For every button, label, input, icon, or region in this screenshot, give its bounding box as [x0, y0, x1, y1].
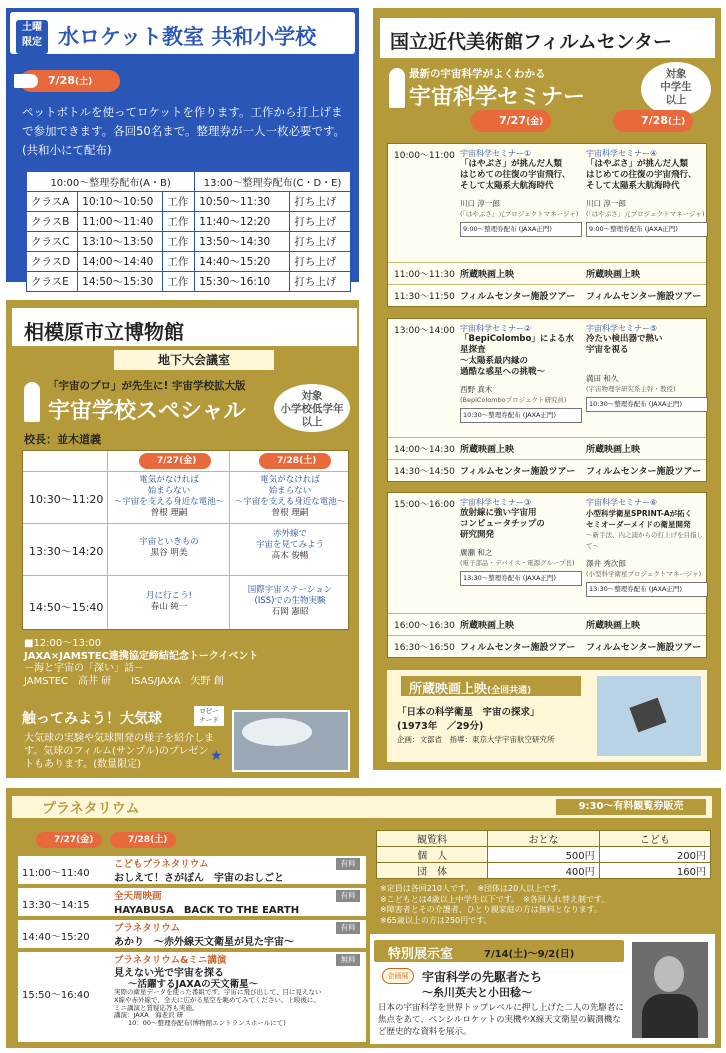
cell-line: 電気がなければ: [260, 475, 320, 485]
cell: 14:50～15:30: [78, 272, 163, 292]
time-label: 11:00～11:30: [394, 270, 455, 280]
cell-line: 黒谷 明美: [150, 548, 188, 558]
date-badge: [36, 832, 102, 848]
program-category: こどもプラネタリウム: [114, 859, 209, 870]
note-line: ※こどもとは4歳以上中学生以下です。 ※各回入れ替え制です。: [380, 894, 610, 904]
seminar-cell: [460, 148, 582, 237]
cell: 15:30～16:10: [195, 272, 290, 292]
seminar-title: 過酷な惑星への挑戦～: [460, 367, 546, 377]
desc-line: 講演：JAXA 海老沢 研: [114, 1011, 184, 1020]
program-title: おしえて！さがぼん 宇宙のおしごと: [114, 873, 284, 884]
cell-line: ～宇宙を支える身近な電池～: [234, 497, 346, 507]
cell: 個 人: [377, 847, 488, 863]
cell: クラスE: [27, 272, 78, 292]
time-label: 15:00～16:00: [394, 500, 455, 510]
table-row: [27, 232, 351, 252]
badge-line2: 限定: [22, 37, 42, 48]
activity: フィルムセンター施設ツアー: [460, 292, 576, 302]
collection-title: [401, 676, 581, 696]
cell: 打ち上げ: [290, 272, 351, 292]
exhibition-title: 特別展示室: [388, 947, 454, 962]
activity: 所蔵映画上映: [460, 621, 515, 631]
lecture-cell: [109, 537, 229, 559]
desc-line: 10：00～整理券配布(博物館エントランスホールにて): [128, 1019, 286, 1028]
badge-line1: 土曜: [22, 22, 42, 33]
seminar-title: そして太陽系大航海時代: [460, 181, 554, 191]
fee-header-row: [377, 831, 711, 847]
desc-line: 実際の衛星データを使った番組です。宇宙に飛び出して、目に見えない: [114, 988, 322, 996]
activity: 所蔵映画上映: [460, 270, 515, 280]
balloon-shape: [242, 718, 312, 746]
grid-line: [23, 523, 348, 524]
cell: 団 体: [377, 863, 488, 879]
desc-line: X線や赤外線で、全天に広がる星空を眺めてみてください。上映後に、: [114, 995, 320, 1004]
cell-line: (ISS)での生物実験: [254, 596, 326, 606]
program-title: 見えない光で宇宙を探る: [114, 968, 224, 979]
fee-tag: 有料: [336, 890, 360, 902]
fee-table: [376, 830, 711, 879]
target-line: 小学校低学年: [280, 403, 344, 415]
date-dow: (土): [299, 456, 317, 466]
seminar-title: 「はやぶさ」が挑んだ人類: [460, 159, 563, 169]
screening-row: [388, 613, 706, 635]
satellite-image: [597, 676, 701, 756]
seminar-title: セミオーダーメイドの衛星開発: [586, 520, 691, 529]
location-tag: [194, 706, 224, 726]
seminar-row: [388, 144, 706, 256]
ticket-info: 13:30～整理券配布 (JAXA正門): [586, 582, 708, 597]
principal: 校長：並木道義: [24, 433, 101, 446]
cell: クラスA: [27, 192, 78, 212]
time-label: 13:30～14:15: [22, 900, 90, 911]
time-label: 16:00～16:30: [394, 621, 455, 631]
seminar-title: はじめての往復の宇宙飛行、: [586, 170, 697, 180]
seminar-cell: [460, 323, 582, 423]
target-badge: [274, 384, 350, 432]
cell: 10:50～11:30: [195, 192, 290, 212]
panel-title: 相模原市立博物館: [12, 308, 357, 346]
seminar-number: 宇宙科学セミナー④: [586, 149, 658, 158]
balloon-photo: [232, 710, 350, 772]
lecture-cell: [109, 591, 229, 613]
target-line: 以上: [665, 94, 687, 106]
desc-line: ミニ講演と質疑応答も実施。: [114, 1003, 199, 1012]
sagamihara-museum-panel: [6, 300, 359, 778]
speaker: 満田 和久: [586, 374, 619, 383]
cell: クラスC: [27, 232, 78, 252]
grid-line: [229, 451, 230, 629]
lecture-cell: [231, 475, 349, 519]
panel-title: プラネタリウム: [42, 801, 140, 817]
satellite-shape: [629, 698, 666, 733]
ticket-info: 13:30～整理券配布 (JAXA正門): [460, 571, 582, 586]
header-cell: 13:00～整理券配布(C・D・E): [195, 172, 351, 192]
film-title: 「日本の科学衛星 宇宙の探求」: [397, 707, 540, 718]
time-label: 14:00～14:30: [394, 445, 455, 455]
ticket-info: 10:30～整理券配布 (JAXA正門): [586, 397, 708, 412]
collection-title-text: 所蔵映画上映: [409, 682, 488, 697]
room-label: 地下大会議室: [114, 350, 274, 370]
activity: 所蔵映画上映: [460, 445, 515, 455]
seminar-row: [388, 319, 706, 431]
seminar-cell: [460, 497, 582, 586]
speaker: 澤井 秀次郎: [586, 559, 626, 568]
collection-subtitle: (全回共通): [487, 686, 532, 696]
portrait-face: [654, 956, 684, 992]
cell: 500円: [488, 847, 599, 863]
cell: 13:10～13:50: [78, 232, 163, 252]
cell: 打ち上げ: [290, 212, 351, 232]
fee-row: [377, 863, 711, 879]
program-description: [114, 989, 360, 1028]
note-line: ※定員は各回210人です。 ※団体は20人以上です。: [380, 884, 566, 893]
cell: こども: [599, 831, 710, 847]
time-label: 15:50～16:40: [22, 990, 90, 1001]
seminar-number: 宇宙科学セミナー⑤: [586, 324, 658, 333]
date-badge: [613, 110, 693, 132]
speaker-role: (小型科学衛星プロジェクトマネージャ): [586, 570, 702, 578]
event-line: －海と宇宙の「深い」話－: [24, 663, 144, 674]
tour-row: [388, 459, 706, 481]
cell-line: 宇宙といきもの: [139, 537, 199, 547]
time-label: 14:50～15:40: [29, 601, 104, 614]
seminar-title: ～太陽系最内縁の: [460, 356, 529, 366]
date-badge: [471, 110, 551, 132]
ticket-info: 9:00～整理券配布 (JAXA正門): [460, 222, 582, 237]
cell: 工作: [163, 212, 195, 232]
time-label: 13:00～14:00: [394, 326, 455, 336]
cell-line: 赤外線で: [272, 529, 307, 539]
collection-screening: [387, 670, 707, 762]
date-text: 7/28: [641, 114, 668, 127]
seminar-block: [387, 143, 707, 307]
time-label: 11:30～11:50: [394, 292, 455, 302]
grid-line: [107, 451, 108, 629]
seminar-block: [387, 318, 707, 482]
seminar-cell: [586, 323, 708, 412]
lecture-cell: [109, 475, 229, 519]
program-row: [18, 920, 366, 948]
speaker: 川口 淳一郎: [460, 199, 500, 208]
seminar-title: そして太陽系大航海時代: [586, 181, 680, 191]
date-dow: (金): [76, 835, 94, 845]
cell: 11:40～12:20: [195, 212, 290, 232]
rocket-icon: [14, 74, 38, 88]
activity: フィルムセンター施設ツアー: [460, 467, 576, 477]
star-icon: ★: [210, 748, 223, 764]
cell: 打ち上げ: [290, 192, 351, 212]
cell: 11:00～11:40: [78, 212, 163, 232]
date-text: 7/27: [157, 456, 180, 466]
target-line: 対象: [301, 390, 323, 402]
fee-row: [377, 847, 711, 863]
speaker-role: (電子部品・デバイス・電源グループ長): [460, 559, 575, 567]
date-text: 7/27: [54, 835, 77, 845]
panel-title: 国立近代美術館フィルムセンター: [380, 18, 715, 58]
film-center-panel: [373, 8, 721, 770]
cell: クラスD: [27, 252, 78, 272]
seminar-number: 宇宙科学セミナー①: [460, 149, 532, 158]
seminar-number: 宇宙科学セミナー⑥: [586, 498, 658, 507]
table-row: [27, 192, 351, 212]
program-category: プラネタリウム&ミニ講演: [114, 955, 227, 966]
description: ペットボトルを使ってロケットを作ります。工作から打上げまで参加できます。各回50名まで。整理券が一人一枚必要です。(共和小にて配布): [22, 105, 346, 157]
event-line: JAXA×JAMSTEC連携協定締結記念トークイベント: [24, 650, 259, 662]
lecture-grid: [22, 450, 349, 630]
activity: フィルムセンター施設ツアー: [586, 643, 702, 653]
date-dow: (金): [525, 117, 544, 127]
seminar-cell: [586, 148, 708, 237]
table-row: [27, 272, 351, 292]
speaker: 西野 真木: [460, 385, 493, 394]
target-badge: [641, 62, 711, 116]
exhibition-description: 日本の宇宙科学を世界トップレベルに押し上げた二人の先駆者に焦点をあて、ペンシルロケットの実機やX線天文衛星の観測機など歴史的な資料を展示。: [378, 1003, 624, 1037]
cell-line: 国際宇宙ステーション: [247, 585, 333, 595]
seminar-title: 宇宙を視る: [586, 345, 629, 355]
speaker-role: (宇宙物理学研究系主幹・教授): [586, 385, 676, 393]
cell-line: 始まらない: [268, 486, 312, 496]
date-dow: (土): [74, 77, 93, 87]
ticket-info: 9:00～整理券配布 (JAXA正門): [586, 222, 708, 237]
lead-text: 「宇宙のプロ」が先生に! 宇宙学校拡大版: [48, 380, 246, 392]
activity: フィルムセンター施設ツアー: [586, 292, 702, 302]
table-row: [27, 252, 351, 272]
seminar-title: 放射線に強い宇宙用: [460, 508, 537, 518]
date-text: 7/27: [499, 114, 526, 127]
program-row: [18, 952, 366, 1042]
seminar-title: 研究開発: [460, 530, 495, 540]
date-badge: [139, 453, 211, 469]
activity: 所蔵映画上映: [586, 270, 641, 280]
cell: 観覧料: [377, 831, 488, 847]
title-bar: [374, 940, 624, 962]
cell: クラスB: [27, 212, 78, 232]
cell-line: 曽根 理嗣: [271, 508, 309, 518]
date-text: 7/28: [128, 835, 151, 845]
cell: 14:40～15:20: [195, 252, 290, 272]
exhibition-date: 7/14(土)～9/2(日): [484, 949, 575, 960]
activity: 所蔵映画上映: [586, 445, 641, 455]
time-label: 13:30～14:20: [29, 545, 104, 558]
table-row: [27, 212, 351, 232]
portrait-photo: [632, 942, 708, 1038]
program-title: あかり ～赤外線天文衛星が見た宇宙～: [114, 937, 294, 948]
speaker-role: (BepiColomboプロジェクト研究員): [460, 396, 567, 404]
screening-row: [388, 262, 706, 284]
event-line: ■12:00～13:00: [24, 638, 102, 649]
speaker: 廣瀬 和之: [460, 548, 493, 557]
program-subtitle: ～活躍するJAXAの天文衛星～: [128, 979, 259, 990]
seminar-number: 宇宙科学セミナー③: [460, 498, 532, 507]
event-line: JAMSTEC 高井 研 ISAS/JAXA 矢野 創: [24, 675, 224, 687]
film-year: (1973年 ／29分): [397, 721, 484, 732]
grid-line: [23, 471, 348, 472]
target-line: 中学生: [660, 81, 692, 93]
cell: 400円: [488, 863, 599, 879]
exhibition-subtitle: ～糸川英夫と小田稔～: [422, 986, 532, 999]
tag-line: ロビー: [199, 707, 219, 715]
speaker-role: (「はやぶさ」元プロジェクトマネージャ): [460, 210, 579, 218]
cell: 工作: [163, 252, 195, 272]
balloon-description: 大気球の実験や気球開発の様子を紹介します。気球のフィルム(サンプル)のプレゼントもあります。(数量限定): [24, 733, 214, 770]
ticket-info: 10:30～整理券配布 (JAXA正門): [460, 408, 582, 423]
fee-notes: [380, 884, 715, 926]
lecture-cell: [231, 585, 349, 618]
activity: フィルムセンター施設ツアー: [460, 643, 576, 653]
exhibition-tag: 企画展: [382, 968, 414, 984]
speaker-role: (「はやぶさ」元プロジェクトマネージャ): [586, 210, 705, 218]
talk-event: [24, 638, 354, 688]
target-line: 以上: [301, 416, 323, 428]
seminar-title: 冷たい検出器で熱い: [586, 334, 663, 344]
event-title: 宇宙学校スペシャル: [48, 399, 246, 424]
cell-line: 高木 俊暢: [271, 551, 309, 561]
date-dow: (土): [150, 835, 168, 845]
fee-tag: 有料: [336, 858, 360, 870]
time-label: 14:40～15:20: [22, 932, 90, 943]
seminar-title: 小型科学衛星SPRINT-Aが拓く: [586, 509, 693, 518]
program-category: プラネタリウム: [114, 923, 181, 934]
title-bar: [12, 796, 712, 818]
table-header: [27, 172, 351, 192]
lead-text: 最新の宇宙科学がよくわかる: [409, 68, 546, 80]
sale-info: 9:30～有料観覧券販売: [556, 799, 706, 815]
date-badge: [110, 832, 176, 848]
rocket-icon: [24, 382, 40, 422]
activity: 所蔵映画上映: [586, 621, 641, 631]
time-label: 10:00～11:00: [394, 151, 455, 161]
program-row: [18, 856, 366, 884]
seminar-block: [387, 492, 707, 658]
portrait-body: [642, 994, 698, 1038]
cell-line: ～宇宙を支える身近な電池～: [113, 497, 225, 507]
seminar-title: はじめての往復の宇宙飛行、: [460, 170, 571, 180]
cell: 工作: [163, 192, 195, 212]
cell: おとな: [488, 831, 599, 847]
cell-line: 曽根 理嗣: [150, 508, 188, 518]
seminar-title: コンピュータチップの: [460, 519, 545, 529]
program-title: HAYABUSA BACK TO THE EARTH: [114, 905, 300, 916]
tour-row: [388, 635, 706, 657]
special-exhibition: [370, 934, 715, 1044]
time-label: 14:30～14:50: [394, 467, 455, 477]
cell: 打ち上げ: [290, 232, 351, 252]
date-text: 7/28: [48, 74, 75, 87]
cell-line: 石岡 憲昭: [271, 607, 309, 617]
seminar-title: 「BepiColombo」による水星探査: [460, 334, 574, 355]
cell: 200円: [599, 847, 710, 863]
fee-tag: 無料: [336, 954, 360, 966]
rocket-icon: [389, 68, 405, 108]
saturday-only-badge: [16, 20, 48, 54]
cell: 10:10～10:50: [78, 192, 163, 212]
date-badge: [20, 70, 120, 92]
cell: 160円: [599, 863, 710, 879]
note-line: ※65歳以上の方は250円です。: [380, 915, 492, 925]
cell: 打ち上げ: [290, 252, 351, 272]
exhibition-name: 宇宙科学の先駆者たち: [422, 970, 543, 984]
cell-line: 春山 純一: [150, 602, 188, 612]
seminar-cell: [586, 497, 708, 597]
cell: 工作: [163, 272, 195, 292]
cell-line: 宇宙を見てみよう: [255, 540, 324, 550]
seminar-title: 「はやぶさ」が挑んだ人類: [586, 159, 689, 169]
event-title: 宇宙科学セミナー: [409, 85, 586, 110]
tour-row: [388, 284, 706, 306]
target-line: 対象: [665, 68, 687, 80]
note-line: ※障害者とその介護者、ひとり親家庭の方は無料となります。: [380, 905, 603, 914]
cell-line: 電気がなければ: [139, 475, 199, 485]
program-row: [18, 888, 366, 916]
activity: フィルムセンター施設ツアー: [586, 467, 702, 477]
tag-line: ナード: [199, 716, 219, 724]
grid-line: [23, 575, 348, 576]
cell: 13:50～14:30: [195, 232, 290, 252]
cell-line: 月に行こう!: [146, 591, 192, 601]
speaker: 川口 淳一郎: [586, 199, 626, 208]
date-dow: (土): [667, 117, 686, 127]
time-label: 11:00～11:40: [22, 868, 90, 879]
cell-line: 始まらない: [147, 486, 191, 496]
film-credit: 企画：文部省 指導：東京大学宇宙航空研究所: [397, 735, 555, 744]
panel-title: 水ロケット教室 共和小学校: [58, 25, 317, 49]
seminar-subtitle: ～新手法、内之浦からの打上げを目指して～: [586, 531, 703, 550]
program-category: 全天周映画: [114, 891, 162, 902]
class-schedule-table: [26, 171, 351, 292]
fee-tag: 有料: [336, 922, 360, 934]
time-label: 10:30～11:20: [29, 493, 104, 506]
date-text: 7/28: [277, 456, 300, 466]
seminar-row: [388, 493, 706, 607]
time-label: 16:30～16:50: [394, 643, 455, 653]
screening-row: [388, 437, 706, 459]
date-badge: [259, 453, 331, 469]
header-cell: 10:00～整理券配布(A・B): [27, 172, 195, 192]
lecture-cell: [231, 529, 349, 562]
cell: 14:00～14:40: [78, 252, 163, 272]
water-rocket-panel: [6, 8, 359, 288]
seminar-number: 宇宙科学セミナー②: [460, 324, 532, 333]
date-dow: (金): [179, 456, 197, 466]
balloon-title: 触ってみよう！大気球: [22, 711, 162, 727]
cell: 工作: [163, 232, 195, 252]
